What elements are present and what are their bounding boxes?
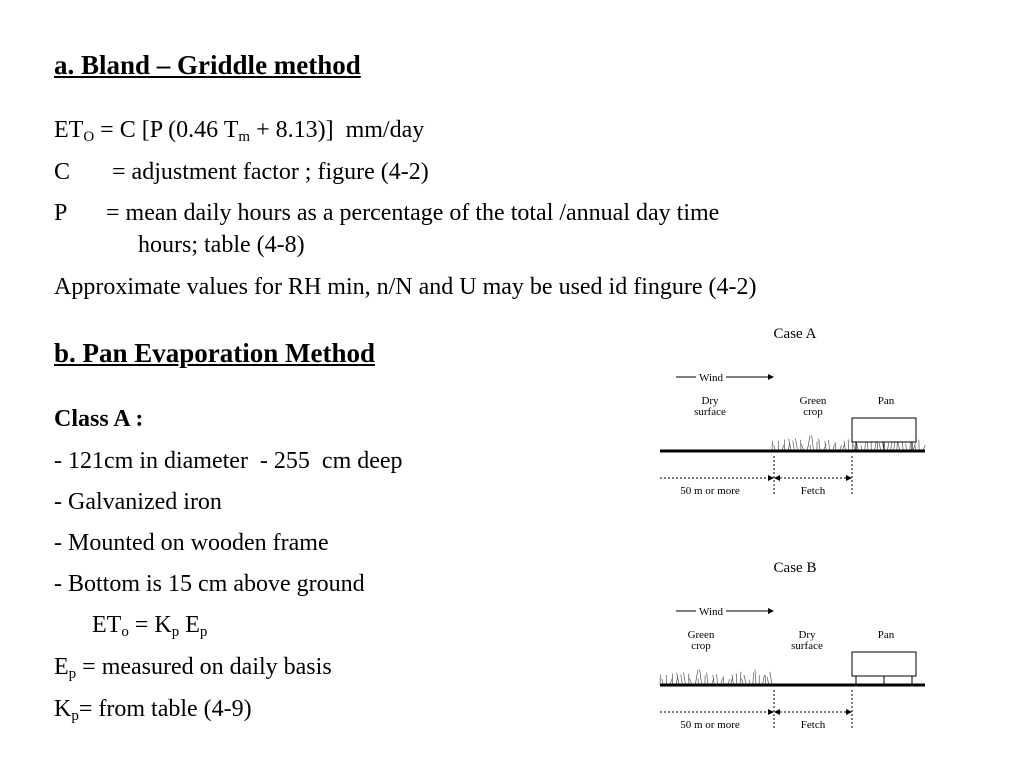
approximation-note: Approximate values for RH min, n/N and U may be used id fingure (4-2) [54, 274, 757, 300]
definition-p [54, 200, 719, 227]
section-b-heading: b. Pan Evaporation Method [54, 338, 376, 368]
case-b-label1-line2: crop [691, 640, 711, 652]
case-b-dim-arrow-icon [774, 709, 780, 715]
case-b-diagram [650, 552, 940, 742]
grass-blade [793, 441, 795, 452]
section-a-heading: a. Bland – Griddle method [54, 50, 361, 80]
pan-spec-diameter: - 121cm in diameter - 255 cm deep [54, 448, 403, 474]
grass-blade [700, 670, 702, 686]
case-a-label1-line1: Dry [701, 395, 719, 407]
grass-blade [796, 439, 798, 451]
definition-symbol: C [54, 159, 71, 185]
case-a-label1-line2: surface [694, 406, 726, 418]
kp-symbol: K [54, 696, 72, 722]
case-a-wind-label: Wind [699, 372, 723, 384]
pan-formula-rhs-sub: p [199, 624, 208, 640]
grass-blade [755, 670, 756, 686]
grass-blade [819, 439, 820, 451]
bland-criddle-formula [54, 117, 424, 144]
case-b-label2-line2: surface [791, 640, 823, 652]
case-a-dim-arrow-icon [774, 475, 780, 481]
definition-symbol: P [54, 200, 68, 226]
kp-text: = from table (4-9) [78, 696, 252, 722]
case-b-label2-line1: Dry [798, 629, 816, 641]
grass-blade [812, 436, 814, 452]
grass-blade [736, 673, 737, 685]
case-a-dim-right: Fetch [800, 485, 826, 497]
ep-symbol: E [54, 654, 69, 680]
case-b-dim-arrow-icon [768, 709, 774, 715]
formula-lhs: ET [54, 117, 84, 143]
formula-mid-sub: m [238, 129, 251, 145]
case-a-dim-arrow-icon [768, 475, 774, 481]
wind-arrow-icon [768, 608, 774, 614]
case-b-label1-line1: Green [687, 629, 715, 641]
grass-blade [784, 440, 785, 452]
case-b-label3: Pan [877, 629, 895, 641]
ep-text: = measured on daily basis [76, 654, 332, 680]
grass-blade [681, 675, 683, 686]
grass-blade [707, 673, 708, 685]
kp-definition [54, 696, 252, 723]
case-b-dim-arrow-icon [846, 709, 852, 715]
formula-rhs: + 8.13)] mm/day [250, 117, 425, 143]
ep-definition [54, 654, 332, 681]
definition-p-continuation: hours; table (4-8) [138, 232, 305, 258]
grass-blade [684, 673, 686, 685]
case-b-dim-right: Fetch [800, 719, 826, 731]
case-b-wind-label: Wind [699, 606, 723, 618]
pan-formula-mid-sub: p [171, 624, 180, 640]
ep-symbol-sub: p [68, 666, 77, 682]
case-a-diagram [650, 318, 940, 508]
case-b-pan [852, 652, 916, 676]
case-a-label2-line1: Green [799, 395, 827, 407]
grass-blade [807, 436, 810, 451]
case-a-dim-left: 50 m or more [680, 485, 740, 497]
case-a-title: Case A [773, 326, 817, 342]
grass-blade [717, 674, 718, 685]
definition-c [54, 159, 429, 186]
case-b-dim-left: 50 m or more [680, 719, 740, 731]
class-a-label: Class A : [54, 406, 144, 432]
grass-blade [770, 672, 772, 685]
case-a-label3: Pan [877, 395, 895, 407]
pan-formula-lhs: ET [92, 612, 122, 638]
wind-arrow-icon [768, 374, 774, 380]
pan-formula-lhs-sub: o [121, 624, 129, 640]
case-b-title: Case B [773, 560, 817, 576]
case-a-pan [852, 418, 916, 442]
formula-lhs-sub: O [83, 129, 95, 145]
pan-spec-bottom: - Bottom is 15 cm above ground [54, 571, 365, 597]
pan-formula-rhs: E [179, 612, 200, 638]
pan-spec-frame: - Mounted on wooden frame [54, 530, 329, 556]
definition-text: = adjustment factor ; figure (4-2) [112, 159, 429, 185]
grass-blade [848, 439, 849, 451]
case-b-grass [660, 670, 772, 686]
case-a-label2-line2: crop [803, 406, 823, 418]
pan-formula-mid: = K [128, 612, 172, 638]
case-a-dim-arrow-icon [846, 475, 852, 481]
definition-text: = mean daily hours as a percentage of the total /annual day time [106, 200, 720, 226]
grass-blade [695, 670, 698, 685]
formula-mid: = C [P (0.46 T [94, 117, 239, 143]
grass-blade [753, 673, 754, 686]
kp-symbol-sub: p [71, 708, 79, 724]
grass-blade [672, 674, 673, 686]
pan-spec-material: - Galvanized iron [54, 489, 222, 515]
pan-formula [92, 612, 207, 639]
grass-blade [829, 440, 830, 451]
grass-blade [740, 672, 741, 685]
